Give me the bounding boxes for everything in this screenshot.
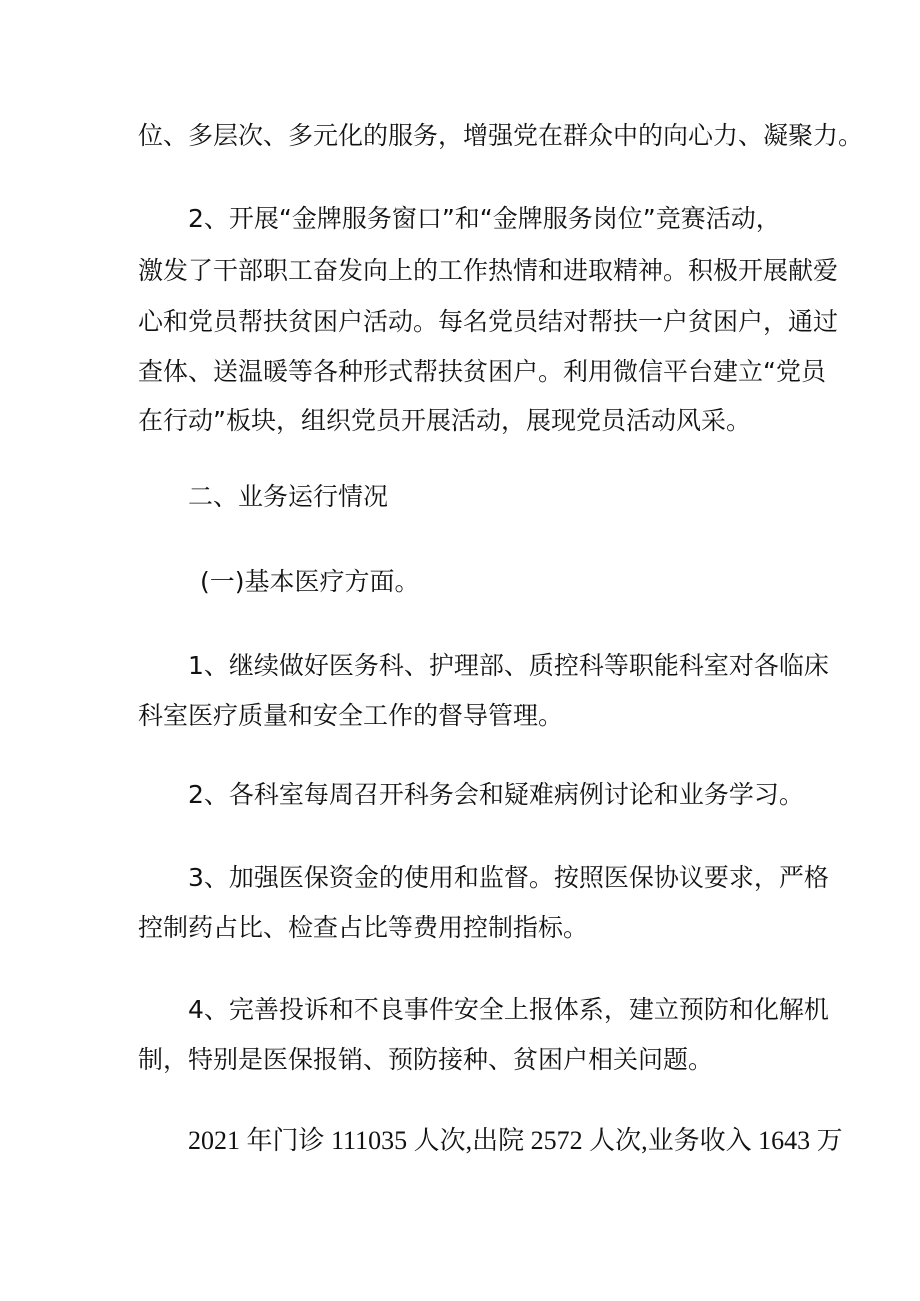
paragraph-line: 制，特别是医保报销、预防接种、贫困户相关问题。: [138, 1045, 714, 1074]
paragraph-line: 在行动”板块，组织党员开展活动，展现党员活动风采。: [138, 406, 751, 435]
paragraph-line: 4、完善投诉和不良事件安全上报体系，建立预防和化解机: [188, 995, 829, 1024]
paragraph-line: 科室医疗质量和安全工作的督导管理。: [138, 701, 564, 730]
paragraph-line: 2021 年门诊 111035 人次,出院 2572 人次,业务收入 1643 万: [188, 1126, 843, 1155]
paragraph-line: 1、继续做好医务科、护理部、质控科等职能科室对各临床: [188, 651, 829, 680]
paragraph-line: 2、开展“金牌服务窗口”和“金牌服务岗位”竞赛活动，: [188, 204, 781, 233]
paragraph-line: 激发了干部职工奋发向上的工作热情和进取精神。积极开展献爱: [138, 256, 839, 285]
section-heading: 二、业务运行情况: [188, 482, 389, 511]
paragraph-line: 心和党员帮扶贫困户活动。每名党员结对帮扶一户贫困户，通过: [138, 307, 839, 336]
paragraph-line: 查体、送温暖等各种形式帮扶贫困户。利用微信平台建立“党员: [138, 357, 826, 386]
paragraph-line: 控制药占比、检查占比等费用控制指标。: [138, 913, 589, 942]
subsection-heading: (一)基本医疗方面。: [200, 567, 420, 596]
paragraph-line: 2、各科室每周召开科务会和疑难病例讨论和业务学习。: [188, 780, 804, 809]
paragraph-line: 位、多层次、多元化的服务，增强党在群众中的向心力、凝聚力。: [138, 121, 864, 150]
paragraph-line: 3、加强医保资金的使用和监督。按照医保协议要求，严格: [188, 863, 829, 892]
